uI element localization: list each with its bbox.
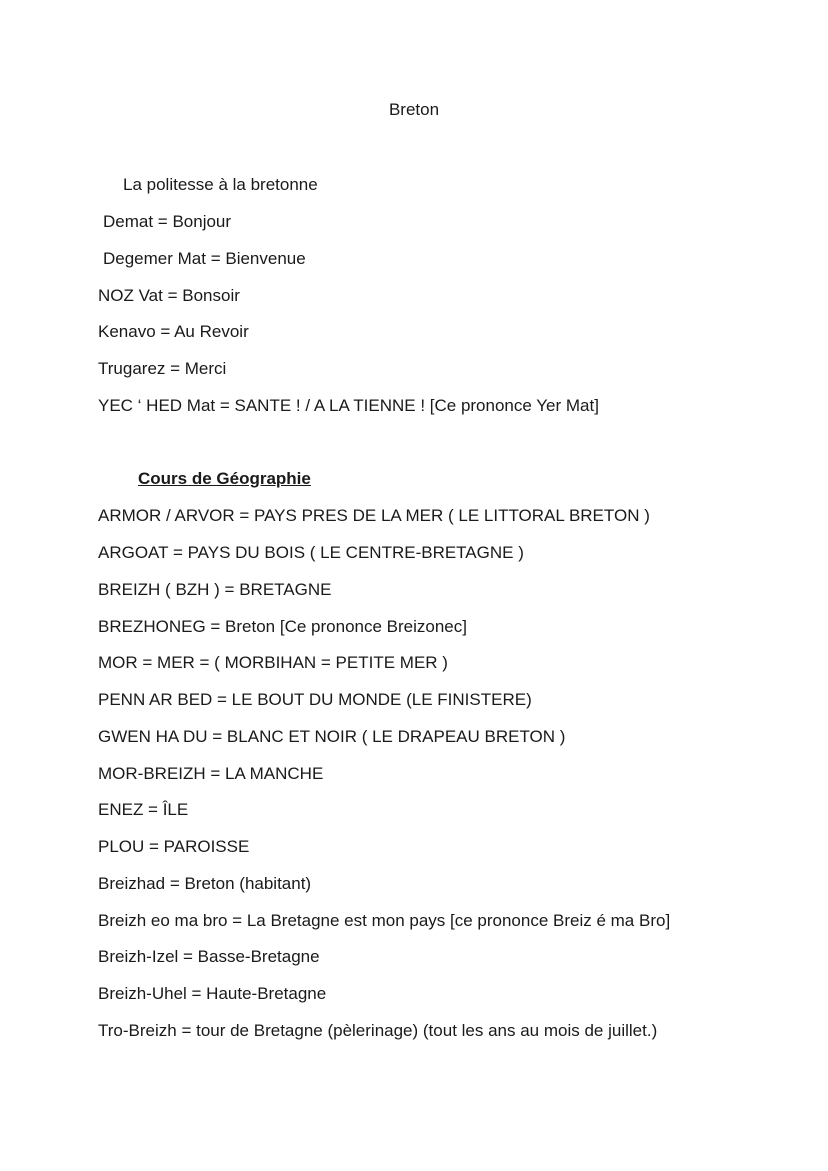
geographie-line: ENEZ = ÎLE (98, 800, 189, 819)
geographie-line: PENN AR BED = LE BOUT DU MONDE (LE FINISTERE) (98, 690, 532, 709)
politesse-line: Kenavo = Au Revoir (98, 322, 249, 341)
politesse-line: NOZ Vat = Bonsoir (98, 286, 240, 305)
geographie-line: Breizh-Izel = Basse-Bretagne (98, 947, 320, 966)
document-title: Breton (388, 100, 440, 119)
geographie-line: GWEN HA DU = BLANC ET NOIR ( LE DRAPEAU BRETON ) (98, 727, 566, 746)
geographie-line: MOR-BREIZH = LA MANCHE (98, 764, 324, 783)
geographie-line: ARGOAT = PAYS DU BOIS ( LE CENTRE-BRETAGNE ) (98, 543, 524, 562)
politesse-line: YEC ‘ HED Mat = SANTE ! / A LA TIENNE ! [Ce prononce Yer Mat] (98, 396, 599, 415)
geographie-line: Tro-Breizh = tour de Bretagne (pèlerinage) (tout les ans au mois de juillet.) (98, 1021, 658, 1040)
politesse-line: Demat = Bonjour (103, 212, 232, 231)
politesse-heading: La politesse à la bretonne (123, 175, 318, 194)
geographie-line: MOR = MER = ( MORBIHAN = PETITE MER ) (98, 653, 448, 672)
geographie-line: BREZHONEG = Breton [Ce prononce Breizonec] (98, 617, 467, 636)
geographie-line: Breizhad = Breton (habitant) (98, 874, 312, 893)
politesse-line: Trugarez = Merci (98, 359, 227, 378)
geographie-line: Breizh-Uhel = Haute-Bretagne (98, 984, 327, 1003)
geographie-line: ARMOR / ARVOR = PAYS PRES DE LA MER ( LE LITTORAL BRETON ) (98, 506, 650, 525)
geographie-line: BREIZH ( BZH ) = BRETAGNE (98, 580, 332, 599)
geographie-heading: Cours de Géographie (138, 469, 311, 488)
geographie-line: PLOU = PAROISSE (98, 837, 250, 856)
politesse-line: Degemer Mat = Bienvenue (103, 249, 306, 268)
geographie-line: Breizh eo ma bro = La Bretagne est mon pays [ce prononce Breiz é ma Bro] (98, 911, 671, 930)
